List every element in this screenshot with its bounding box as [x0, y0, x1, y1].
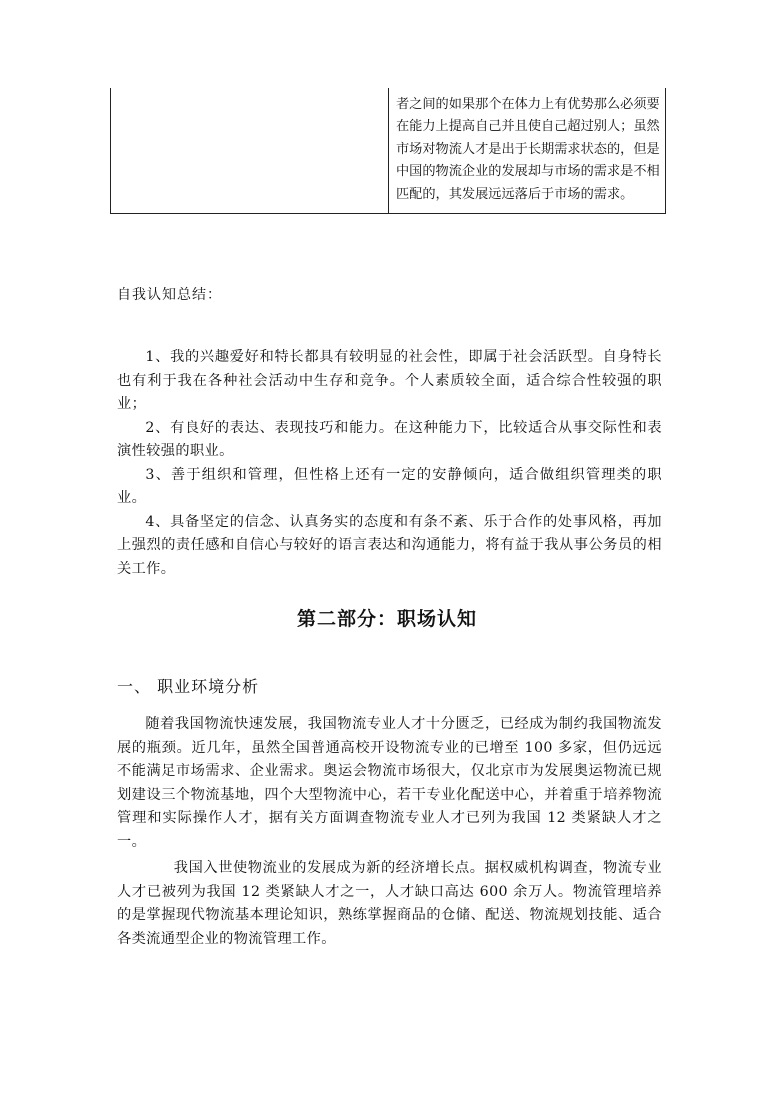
- table-cell-line: 在能力上提高自己并且使自己超过别人；虽然: [396, 119, 660, 135]
- summary-item: 3、善于组织和管理，但性格上还有一定的安静倾向，适合做组织管理类的职业。: [117, 466, 662, 506]
- summary-item: 2、有良好的表达、表现技巧和能力。在这种能力下，比较适合从事交际性和表演性较强的职业。: [117, 419, 662, 459]
- table-cell-line: 匹配的，其发展远远落后于市场的需求。: [396, 186, 634, 202]
- section-title: 第二部分：职场认知: [296, 608, 477, 630]
- table-cell-right: [396, 94, 660, 206]
- paragraph-text: 我国入世使物流业的发展成为新的经济增长点。据权威机构调查，物流专业人才已被列为我国 12 类紧缺人才之一，人才缺口高达 600 余万人。物流管理培养的是掌握现代物流基本理论知识，熟练掌握商品的仓储、配送、物流规划技能、适合各类流通型企业的物流管理工作。: [117, 860, 662, 947]
- subsection-heading: 一、 职业环境分析: [117, 677, 260, 696]
- paragraph-environment-2: [117, 857, 662, 951]
- table-fragment: [110, 88, 666, 214]
- table-cell-line: 市场对物流人才是出于长期需求状态的，但是: [396, 141, 660, 157]
- summary-item: 1、我的兴趣爱好和特长都具有较明显的社会性，即属于社会活跃型。自身特长也有利于我在各种社会活动中生存和竞争。个人素质较全面，适合综合性较强的职业；: [117, 349, 662, 412]
- summary-item: 4、具备坚定的信念、认真务实的态度和有条不紊、乐于合作的处事风格，再加上强烈的责任感和自信心与较好的语言表达和沟通能力，将有益于我从事公务员的相关工作。: [117, 513, 662, 577]
- summary-heading: 自我认知总结：: [117, 287, 222, 303]
- paragraph-environment-1: [117, 713, 662, 854]
- table-cell-line: 中国的物流企业的发展却与市场的需求是不相: [396, 164, 660, 180]
- paragraph-text: 随着我国物流快速发展，我国物流专业人才十分匮乏，已经成为制约我国物流发展的瓶颈。近几年，虽然全国普通高校开设物流专业的已增至 100 多家，但仍远远不能满足市场需求、企业需求。奥运会物流市场很大，仅北京市为发展奥运物流已规划建设三个物流基地，四个大型物流中心，若干专业化配送中心，并着重于培养物流管理和实际操作人才，据有关方面调查物流专业人才已列为我国 12 类紧缺人才之一。: [117, 716, 662, 850]
- summary-list: [117, 346, 662, 581]
- table-column-divider: [388, 88, 389, 213]
- table-cell-line: 者之间的如果那个在体力上有优势那么必须要: [396, 97, 660, 112]
